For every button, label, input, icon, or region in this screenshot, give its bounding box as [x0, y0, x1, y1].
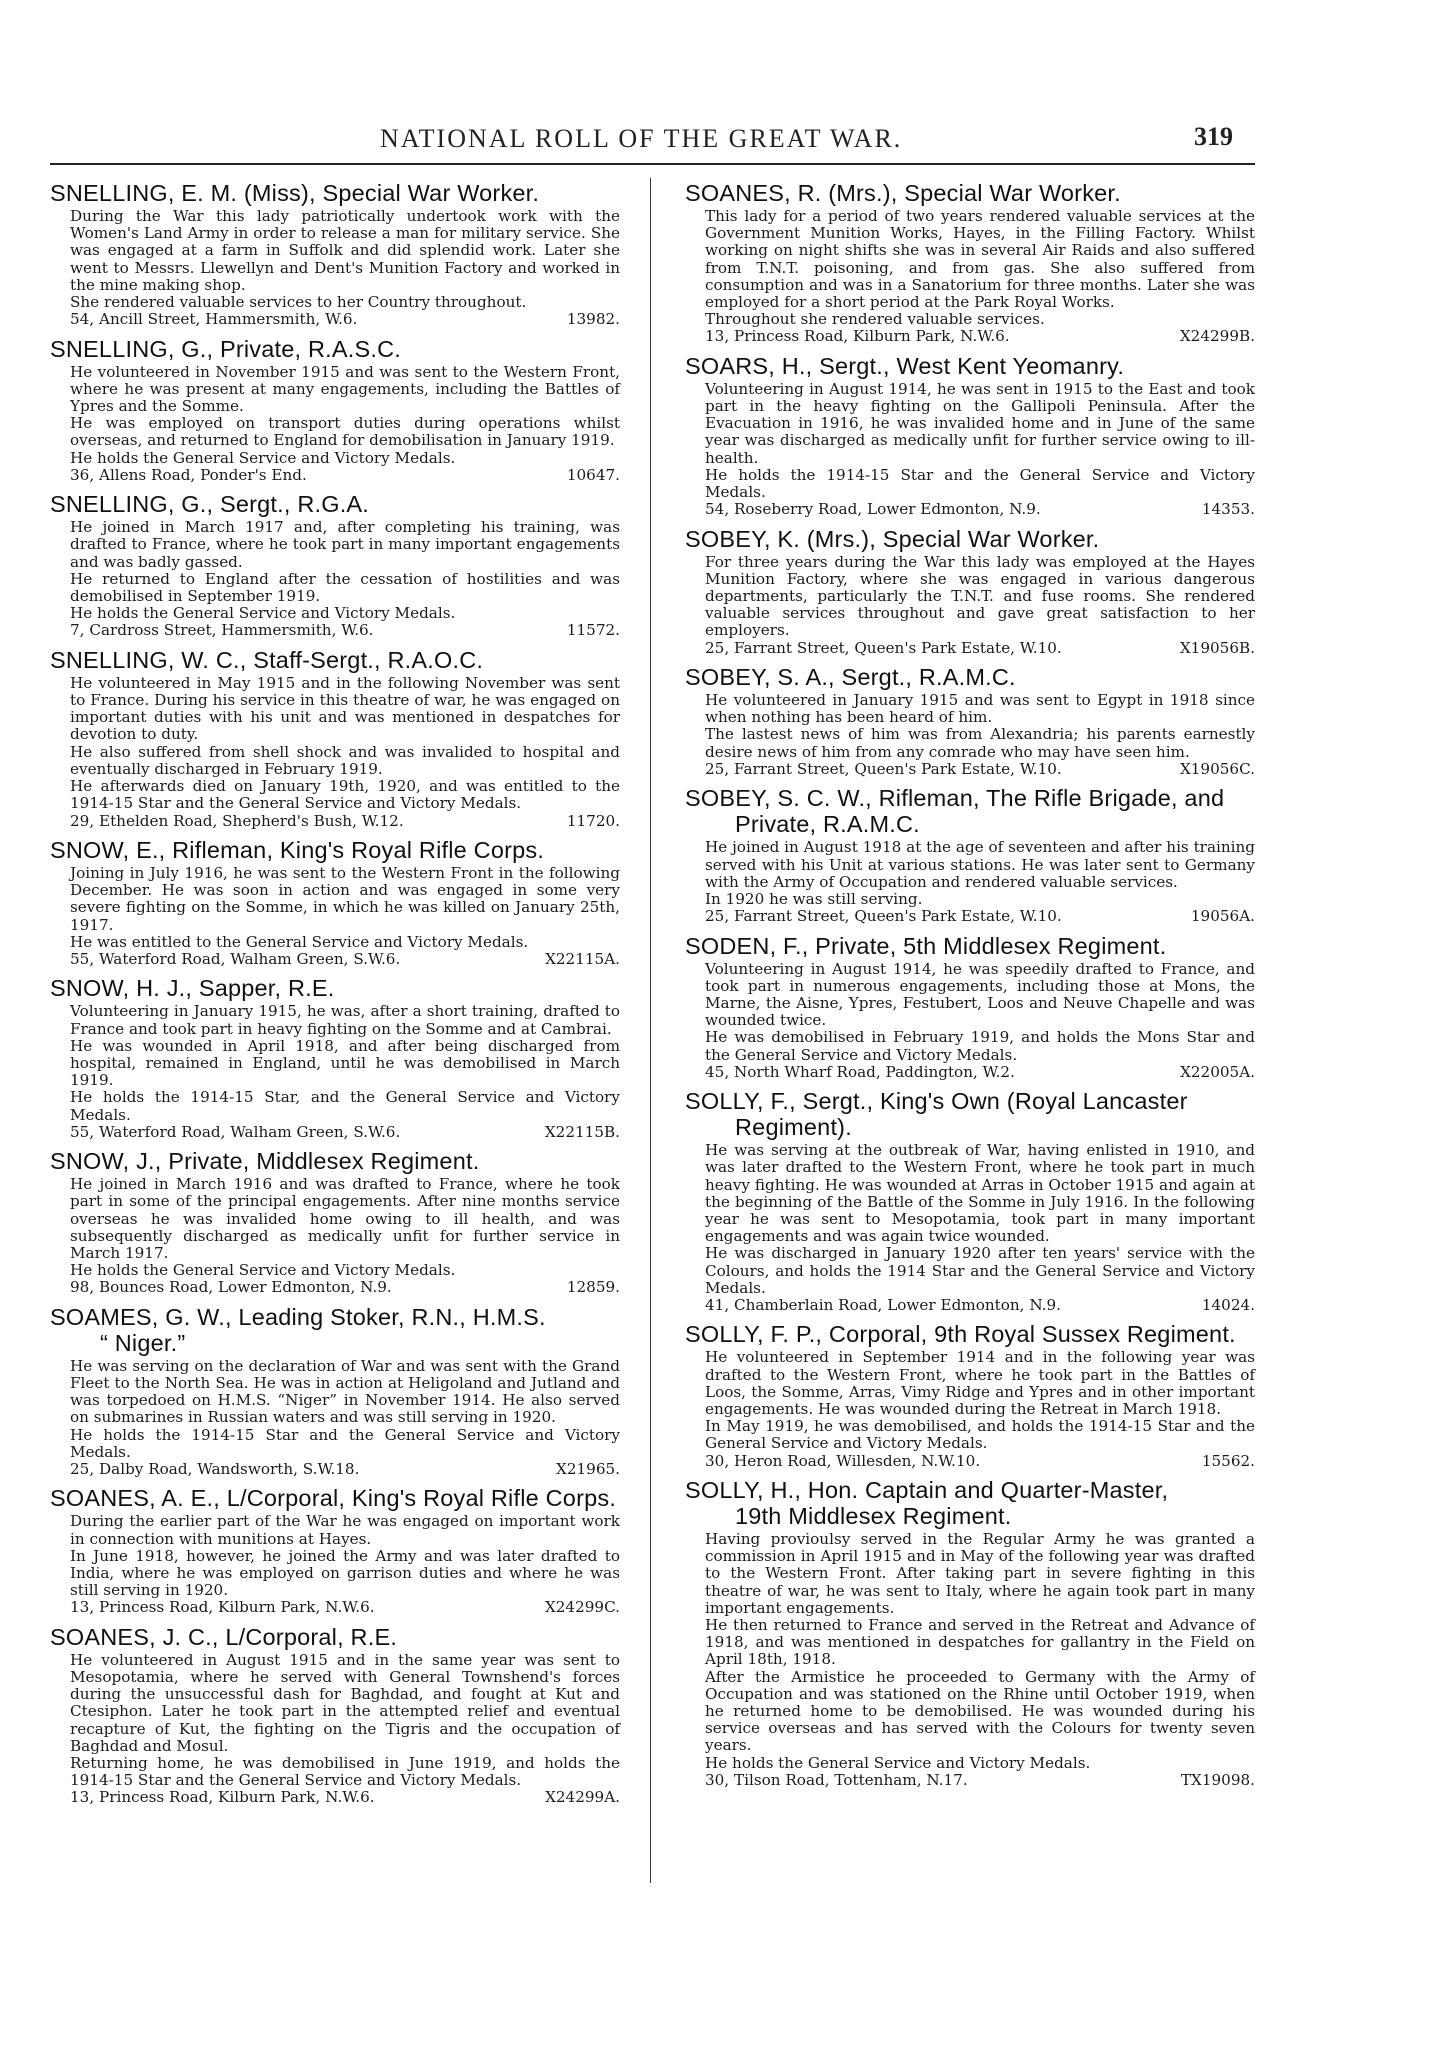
entry-footer — [685, 761, 1255, 778]
entry-reference-number: X24299B. — [1179, 327, 1255, 346]
right-column — [685, 180, 1255, 1796]
entry-address: 25, Farrant Street, Queen's Park Estate, W.10. — [705, 638, 1062, 657]
entry-paragraph: He joined in August 1918 at the age of seventeen and after his training served with his Unit at various stations. He was later sent to Germany with the Army of Occupation and rendered valuable services. — [705, 838, 1255, 891]
entry-heading — [50, 491, 620, 517]
entry-paragraph: He was employed on transport duties during operations whilst overseas, and returned to England for demobilisation in January 1919. — [70, 414, 620, 450]
entry-heading — [685, 664, 1255, 690]
entry-body — [50, 865, 620, 951]
entry-paragraph: He was discharged in January 1920 after ten years' service with the Colours, and holds the 1914 Star and the General Service and Victory Medals. — [705, 1244, 1255, 1297]
entry-paragraph: Throughout she rendered valuable services. — [705, 310, 1045, 329]
entry-paragraph: In May 1919, he was demobilised, and holds the 1914-15 Star and the General Service and Victory Medals. — [705, 1417, 1255, 1453]
entry-reference-number: X24299C. — [544, 1598, 620, 1617]
entry-name-rank-unit: SOLLY, F. P., Corporal, 9th Royal Sussex Regiment. — [685, 1321, 1236, 1348]
entry-paragraph: For three years during the War this lady was employed at the Hayes Munition Factory, where she was engaged in various dangerous departments, particularly the T.N.T. and fuse rooms. She rendered valuable services throughout and gave great satisfaction to her employers. — [705, 552, 1255, 640]
entry-heading-continuation: Private, R.A.M.C. — [735, 811, 920, 838]
entry-footer — [50, 467, 620, 484]
roll-entry — [685, 664, 1255, 778]
entry-name-rank-unit: SOARS, H., Sergt., West Kent Yeomanry. — [685, 352, 1125, 379]
entry-paragraph: He was wounded in April 1918, and after being discharged from hospital, remained in England, until he was demobilised in March 1919. — [70, 1036, 620, 1090]
entry-body — [685, 961, 1255, 1064]
roll-entry — [50, 1485, 620, 1616]
entry-reference-number: 11572. — [566, 621, 620, 640]
entry-reference-number: X22115B. — [544, 1122, 620, 1141]
roll-entry — [50, 837, 620, 968]
roll-entry — [50, 647, 620, 830]
entry-paragraph: Joining in July 1916, he was sent to the Western Front in the following December. He was soon in action and was engaged in some very severe fighting on the Somme, in which he was killed on January 25th, 1917. — [70, 863, 620, 934]
entry-paragraph: During the War this lady patriotically undertook work with the Women's Land Army in order to release a man for military service. She was engaged at a farm in Suffolk and did splendid work. Later she went to Messrs. Llewellyn and Dent's Munition Factory and worked in the mine making shop. — [70, 207, 620, 294]
entry-name-rank-unit: SODEN, F., Private, 5th Middlesex Regiment. — [685, 932, 1167, 959]
roll-entry — [50, 975, 620, 1141]
entry-heading — [50, 647, 620, 673]
entry-paragraph: He volunteered in November 1915 and was sent to the Western Front, where he was present at many engagements, including the Battles of Ypres and the Somme. — [70, 362, 620, 416]
entry-footer — [685, 908, 1255, 925]
entry-name-rank-unit: SNELLING, E. M. (Miss), Special War Worker. — [50, 180, 540, 206]
entry-paragraph: He also suffered from shell shock and was invalided to hospital and eventually discharged in February 1919. — [70, 742, 620, 778]
entry-heading — [685, 933, 1255, 959]
entry-paragraph: He holds the General Service and Victory Medals. — [70, 448, 456, 467]
entry-reference-number: 10647. — [566, 465, 620, 484]
entry-footer — [685, 501, 1255, 518]
entry-reference-number: X19056C. — [1179, 759, 1255, 778]
entry-footer — [685, 1772, 1255, 1789]
entry-name-rank-unit: SOANES, R. (Mrs.), Special War Worker. — [685, 180, 1121, 206]
entry-paragraph: Volunteering in August 1914, he was speedily drafted to France, and took part in numerous engagements, including those at Mons, the Marne, the Aisne, Ypres, Festubert, Loos and Neuve Chapelle and was wounded twice. — [705, 959, 1255, 1030]
entry-reference-number: 14024. — [1201, 1295, 1255, 1314]
entry-footer — [50, 1599, 620, 1616]
entry-heading — [685, 526, 1255, 552]
entry-name-rank-unit: SOBEY, K. (Mrs.), Special War Worker. — [685, 525, 1100, 552]
entry-footer — [50, 1279, 620, 1296]
entry-name-rank-unit: SOLLY, F., Sergt., King's Own (Royal Lancaster — [685, 1088, 1188, 1115]
entry-address: 25, Farrant Street, Queen's Park Estate, W.10. — [705, 759, 1062, 778]
entry-address: 25, Farrant Street, Queen's Park Estate, W.10. — [705, 907, 1062, 926]
entry-body — [685, 1531, 1255, 1772]
entry-heading — [50, 1624, 620, 1650]
entry-heading — [685, 1321, 1255, 1347]
entry-paragraph: He volunteered in August 1915 and in the same year was sent to Mesopotamia, where he served with General Townshend's forces during the unsuccessful dash for Baghdad, and fought at Kut and Ctesiphon. Later he took part in the attempted relief and eventual recapture of Kut, the fighting on the Tigris and the occupation of Baghdad and Mosul. — [70, 1650, 620, 1755]
entry-paragraph: He was serving at the outbreak of War, having enlisted in 1910, and was later drafted to the Western Front, where he took part in much heavy fighting. He was wounded at Arras in October 1915 and again at the beginning of the Battle of the Somme in July 1916. In the following year he was sent to Mesopotamia, took part in many important engagements and was again twice wounded. — [705, 1141, 1255, 1246]
entry-reference-number: 14353. — [1201, 500, 1255, 519]
entry-paragraph: Having provioulsy served in the Regular Army he was granted a commission in April 1915 and in May of the following year was drafted to the Western Front. After taking part in severe fighting in this theatre of war, he was sent to Italy, where he again took part in many important engagements. — [705, 1530, 1255, 1617]
roll-entry — [50, 180, 620, 329]
entry-footer — [50, 1789, 620, 1806]
entry-paragraph: He was demobilised in February 1919, and holds the Mons Star and the General Service and Victory Medals. — [705, 1028, 1255, 1064]
entry-reference-number: X21965. — [556, 1460, 620, 1478]
entry-body — [685, 692, 1255, 761]
entry-reference-number: 15562. — [1201, 1451, 1255, 1470]
entry-name-rank-unit: SNOW, H. J., Sapper, R.E. — [50, 975, 335, 1002]
entry-paragraph: He then returned to France and served in the Retreat and Advance of 1918, and was mentioned in despatches for gallantry in the Field on April 18th, 1918. — [705, 1616, 1255, 1669]
entry-name-rank-unit: SOANES, A. E., L/Corporal, King's Royal Rifle Corps. — [50, 1485, 617, 1512]
roll-entry — [685, 1088, 1255, 1314]
entry-reference-number: X22115A. — [545, 949, 620, 968]
roll-entry — [685, 180, 1255, 346]
entry-name-rank-unit: SOLLY, H., Hon. Captain and Quarter-Master, — [685, 1477, 1169, 1503]
entry-address: 54, Roseberry Road, Lower Edmonton, N.9. — [705, 500, 1041, 519]
entry-address: 25, Dalby Road, Wandsworth, S.W.18. — [70, 1460, 360, 1478]
entry-paragraph: The lastest news of him was from Alexandria; his parents earnestly desire news of him from any comrade who may have seen him. — [705, 725, 1255, 761]
entry-address: 29, Ethelden Road, Shepherd's Bush, W.12. — [70, 811, 404, 830]
entry-paragraph: After the Armistice he proceeded to Germany with the Army of Occupation and was stationed on the Rhine until October 1919, when he returned home to be demobilised. He was wounded during his service overseas and has served with the Colours for twenty seven years. — [705, 1667, 1255, 1755]
roll-entry — [50, 1304, 620, 1479]
entry-paragraph: He holds the 1914-15 Star and the General Service and Victory Medals. — [705, 465, 1255, 502]
entry-name-rank-unit: SOANES, J. C., L/Corporal, R.E. — [50, 1623, 398, 1650]
roll-entry — [50, 491, 620, 640]
entry-paragraph: He was entitled to the General Service and Victory Medals. — [70, 932, 529, 951]
entry-paragraph: He holds the General Service and Victory Medals. — [70, 604, 456, 623]
entry-name-rank-unit: SOAMES, G. W., Leading Stoker, R.N., H.M.S. — [50, 1303, 546, 1330]
entry-heading-continuation: 19th Middlesex Regiment. — [735, 1503, 1012, 1529]
entry-paragraph: He volunteered in January 1915 and was sent to Egypt in 1918 since when nothing has been heard of him. — [705, 691, 1255, 727]
entry-address: 30, Tilson Road, Tottenham, N.17. — [705, 1770, 968, 1789]
header-rule — [50, 163, 1255, 165]
roll-entry — [685, 785, 1255, 925]
entry-paragraph: He was serving on the declaration of War and was sent with the Grand Fleet to the North Sea. He was in action at Heligoland and Jutland and was torpedoed on H.M.S. “Niger” in November 1914. He also served on submarines in Russian waters and was still serving in 1920. — [70, 1356, 620, 1427]
entry-heading — [685, 353, 1255, 379]
entry-footer — [685, 1453, 1255, 1470]
entry-reference-number: X19056B. — [1179, 638, 1255, 657]
entry-heading — [685, 1088, 1255, 1140]
entry-paragraph: He holds the 1914-15 Star and the General Service and Victory Medals. — [70, 1425, 620, 1461]
entry-heading — [50, 336, 620, 362]
entry-name-rank-unit: SNELLING, W. C., Staff-Sergt., R.A.O.C. — [50, 646, 484, 673]
page-header — [50, 118, 1255, 166]
entry-heading-continuation: Regiment). — [735, 1114, 852, 1141]
entry-reference-number: 13982. — [566, 310, 620, 329]
entry-body — [50, 519, 620, 622]
entry-paragraph: He holds the General Service and Victory Medals. — [70, 1261, 456, 1280]
entry-reference-number: X22005A. — [1180, 1062, 1255, 1081]
entry-paragraph: He joined in March 1917 and, after completing his training, was drafted to France, where he took part in many important engagements and was badly gassed. — [70, 518, 620, 571]
entry-paragraph: He returned to England after the cessation of hostilities and was demobilised in September 1919. — [70, 569, 620, 606]
entry-heading — [50, 1148, 620, 1174]
entry-paragraph: This lady for a period of two years rendered valuable services at the Government Munition Works, Hayes, in the Filling Factory. Whilst working on night shifts she was in several Air Raids and also suffered from T.N.T. poisoning, and from gas. She also suffered from consumption and was in a Sanatorium for three months. Later she was employed for a short period at the Park Royal Works. — [705, 207, 1255, 312]
entry-heading — [50, 1485, 620, 1511]
entry-body — [50, 208, 620, 311]
entry-body — [50, 364, 620, 467]
entry-paragraph: He holds the General Service and Victory Medals. — [705, 1753, 1091, 1772]
entry-body — [685, 381, 1255, 501]
entry-reference-number: TX19098. — [1180, 1770, 1255, 1789]
entry-body — [685, 839, 1255, 908]
entry-body — [50, 1358, 620, 1461]
entry-paragraph: She rendered valuable services to her Country throughout. — [70, 293, 527, 312]
entry-paragraph: He volunteered in May 1915 and in the following November was sent to France. During his service in this theatre of war, he was engaged on important duties with his unit and was mentioned in despatches for devotion to duty. — [70, 673, 620, 744]
entry-paragraph: Volunteering in January 1915, he was, after a short training, drafted to France and took part in heavy fighting on the Somme and at Cambrai. — [70, 1002, 620, 1038]
entry-address: 55, Waterford Road, Walham Green, S.W.6. — [70, 949, 401, 968]
entry-paragraph: He volunteered in September 1914 and in the following year was drafted to the Western Front, where he took part in the Battles of Loos, the Somme, Arras, Vimy Ridge and Ypres and in other important engagements. He was wounded during the Retreat in March 1918. — [705, 1348, 1255, 1418]
entry-address: 55, Waterford Road, Walham Green, S.W.6. — [70, 1122, 401, 1141]
entry-reference-number: 11720. — [566, 811, 620, 830]
entry-body — [50, 675, 620, 813]
entry-paragraph: He afterwards died on January 19th, 1920, and was entitled to the 1914-15 Star and the General Service and Victory Medals. — [70, 777, 620, 813]
entry-name-rank-unit: SNOW, J., Private, Middlesex Regiment. — [50, 1148, 480, 1175]
roll-entry — [50, 1624, 620, 1807]
entry-name-rank-unit: SNOW, E., Rifleman, King's Royal Rifle Corps. — [50, 836, 545, 863]
entry-footer — [685, 1064, 1255, 1081]
entry-address: 13, Princess Road, Kilburn Park, N.W.6. — [70, 1598, 375, 1617]
entry-address: 13, Princess Road, Kilburn Park, N.W.6. — [70, 1788, 375, 1807]
entry-address: 98, Bounces Road, Lower Edmonton, N.9. — [70, 1278, 392, 1297]
entry-heading — [50, 837, 620, 863]
entry-heading — [685, 785, 1255, 837]
entry-address: 36, Allens Road, Ponder's End. — [70, 465, 307, 484]
entry-paragraph: Returning home, he was demobilised in June 1919, and holds the 1914-15 Star and the General Service and Victory Medals. — [70, 1754, 620, 1790]
entry-name-rank-unit: SOBEY, S. A., Sergt., R.A.M.C. — [685, 664, 1016, 691]
entry-heading — [50, 1304, 620, 1356]
entry-paragraph: He holds the 1914-15 Star, and the General Service and Victory Medals. — [70, 1088, 620, 1124]
entry-reference-number: X24299A. — [545, 1788, 620, 1807]
entry-footer — [685, 640, 1255, 657]
entry-footer — [50, 813, 620, 830]
entry-body — [50, 1513, 620, 1599]
entry-name-rank-unit: SNELLING, G., Private, R.A.S.C. — [50, 335, 401, 362]
entry-address: 41, Chamberlain Road, Lower Edmonton, N.9. — [705, 1295, 1061, 1314]
entry-body — [50, 1652, 620, 1790]
roll-entry — [50, 1148, 620, 1297]
roll-entry — [685, 353, 1255, 519]
entry-reference-number: 12859. — [566, 1278, 620, 1297]
entry-name-rank-unit: SOBEY, S. C. W., Rifleman, The Rifle Brigade, and — [685, 785, 1225, 812]
entry-body — [685, 208, 1255, 328]
entry-address: 45, North Wharf Road, Paddington, W.2. — [705, 1062, 1015, 1081]
column-divider — [650, 178, 651, 1883]
entry-paragraph: In June 1918, however, he joined the Army and was later drafted to India, where he was employed on garrison duties and where he was still serving in 1920. — [70, 1546, 620, 1600]
entry-address: 13, Princess Road, Kilburn Park, N.W.6. — [705, 327, 1010, 346]
left-column — [50, 180, 620, 1814]
entry-paragraph: In 1920 he was still serving. — [705, 889, 923, 908]
entry-heading — [50, 180, 620, 206]
entry-heading — [50, 975, 620, 1001]
entry-body — [50, 1003, 620, 1123]
entry-paragraph: During the earlier part of the War he was engaged on important work in connection with munitions at Hayes. — [70, 1512, 620, 1548]
running-title: NATIONAL ROLL OF THE GREAT WAR. — [380, 124, 903, 153]
entry-body — [685, 1142, 1255, 1297]
entry-footer — [685, 328, 1255, 345]
entry-heading — [685, 180, 1255, 206]
entry-body — [685, 554, 1255, 640]
entry-address: 30, Heron Road, Willesden, N.W.10. — [705, 1451, 981, 1470]
entry-footer — [50, 622, 620, 639]
entry-footer — [50, 1124, 620, 1141]
roll-entry — [685, 1477, 1255, 1789]
entry-heading — [685, 1477, 1255, 1529]
entry-footer — [50, 1461, 620, 1478]
entry-paragraph: Volunteering in August 1914, he was sent in 1915 to the East and took part in the heavy fighting on the Gallipoli Peninsula. After the Evacuation in 1916, he was invalided home and in June of the same year was discharged as medically unfit for further service owing to ill-health. — [705, 379, 1255, 467]
entry-body — [685, 1349, 1255, 1452]
entry-footer — [50, 311, 620, 328]
entry-name-rank-unit: SNELLING, G., Sergt., R.G.A. — [50, 491, 370, 518]
entry-body — [50, 1176, 620, 1279]
page-number: 319 — [1194, 122, 1233, 151]
roll-entry — [685, 1321, 1255, 1470]
entry-paragraph: He joined in March 1916 and was drafted to France, where he took part in some of the principal engagements. After nine months service overseas he was invalided home owing to ill health, and was subsequently discharged as medically unfit for further service in March 1917. — [70, 1175, 620, 1262]
roll-entry — [685, 933, 1255, 1082]
roll-entry — [50, 336, 620, 485]
entry-footer — [685, 1297, 1255, 1314]
entry-reference-number: 19056A. — [1190, 907, 1255, 926]
entry-address: 7, Cardross Street, Hammersmith, W.6. — [70, 621, 374, 640]
entry-footer — [50, 951, 620, 968]
entry-address: 54, Ancill Street, Hammersmith, W.6. — [70, 310, 358, 329]
roll-entry — [685, 526, 1255, 657]
entry-heading-continuation: “ Niger.” — [100, 1329, 186, 1356]
